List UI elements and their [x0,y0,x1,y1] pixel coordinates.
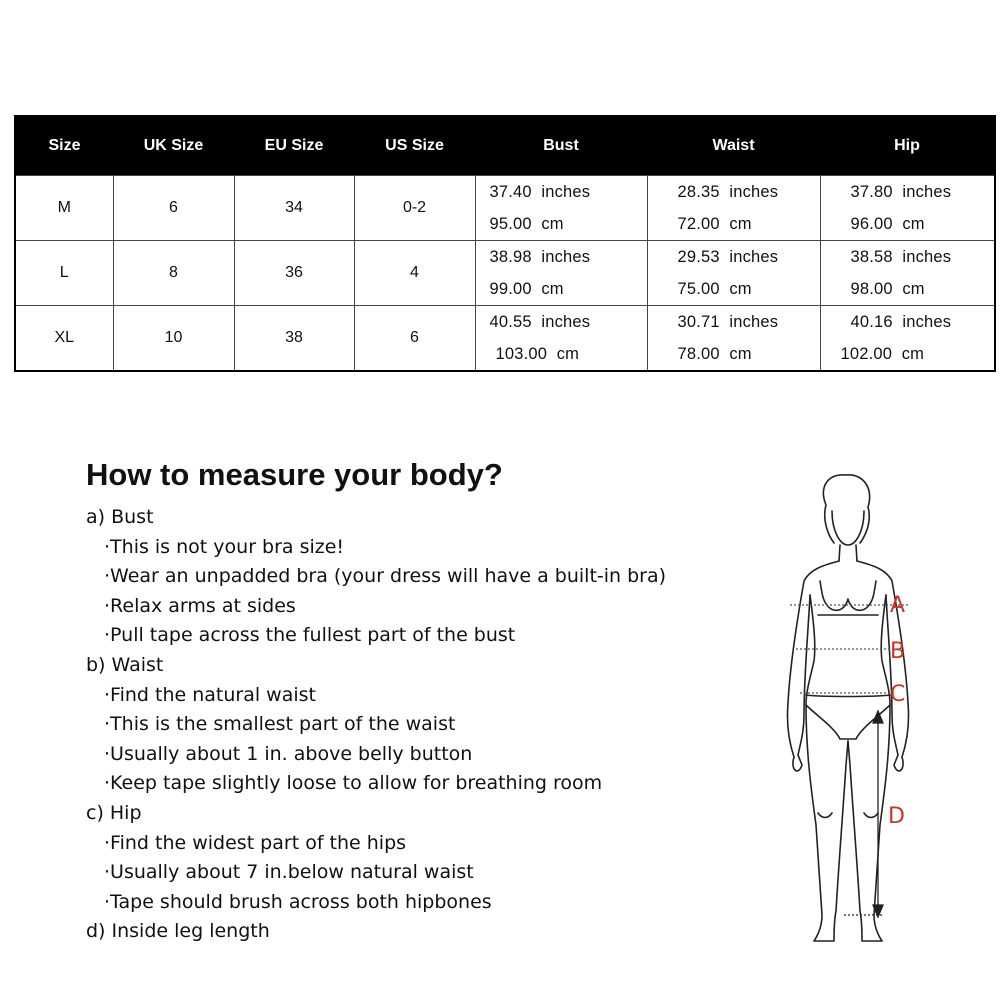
hip-cm: 102.00 cm [840,345,925,363]
cell-hip [820,176,995,241]
bust-cm: 99.00 cm [489,280,564,298]
cell-eu: 38 [234,306,354,372]
cell-us: 6 [354,306,475,372]
cell-uk: 10 [113,306,234,372]
table-row [15,306,995,372]
bust-inches: 40.55 inches [489,313,591,331]
waist-cm: 72.00 cm [677,215,752,233]
cell-us: 0-2 [354,176,475,241]
guide-item: ·Pull tape across the fullest part of the bust [104,624,516,647]
section-heading-waist: b) Waist [86,653,164,676]
table-row [15,241,995,306]
guide-item: ·Usually about 7 in.below natural waist [104,861,474,884]
bust-cm: 95.00 cm [489,215,564,233]
cell-size: L [15,241,113,306]
guide-item: ·Relax arms at sides [104,594,296,617]
header-us-size: US Size [354,116,475,176]
cell-uk: 8 [113,241,234,306]
body-measurement-figure [760,465,950,955]
bust-inches: 37.40 inches [489,183,591,201]
hip-cm: 96.00 cm [850,215,925,233]
header-hip: Hip [820,116,995,176]
section-heading-inside-leg: d) Inside leg length [86,920,270,943]
guide-item: ·This is the smallest part of the waist [104,713,456,736]
guide-item: ·Keep tape slightly loose to allow for breathing room [104,772,603,795]
cell-bust [475,241,647,306]
bust-inches: 38.98 inches [489,248,591,266]
header-uk-size: UK Size [113,116,234,176]
hip-inches: 37.80 inches [850,183,952,201]
header-waist: Waist [647,116,820,176]
cell-bust [475,306,647,372]
section-heading-bust: a) Bust [86,506,154,528]
label-d: D [888,804,905,829]
cell-size: M [15,176,113,241]
cell-eu: 34 [234,176,354,241]
bust-cm: 103.00 cm [495,345,580,363]
section-heading-hip: c) Hip [86,801,142,824]
waist-inches: 30.71 inches [677,313,779,331]
cell-uk: 6 [113,176,234,241]
waist-inches: 29.53 inches [677,248,779,266]
cell-waist [647,176,820,241]
cell-waist [647,241,820,306]
hip-inches: 38.58 inches [850,248,952,266]
table-row [15,176,995,241]
cell-hip [820,306,995,372]
label-a: A [890,593,906,618]
header-eu-size: EU Size [234,116,354,176]
size-chart-table [14,115,996,372]
cell-us: 4 [354,241,475,306]
label-b: B [890,639,906,664]
header-size: Size [15,116,113,176]
guide-item: ·Find the widest part of the hips [104,831,407,854]
guide-title: How to measure your body? [86,457,503,492]
waist-inches: 28.35 inches [677,183,779,201]
cell-bust [475,176,647,241]
waist-cm: 78.00 cm [677,345,752,363]
guide-item: ·Find the natural waist [104,683,316,706]
cell-waist [647,306,820,372]
label-c: C [890,682,906,707]
header-bust: Bust [475,116,647,176]
hip-cm: 98.00 cm [850,280,925,298]
table-header-row [15,116,995,176]
cell-size: XL [15,306,113,372]
hip-inches: 40.16 inches [850,313,952,331]
guide-item: ·Tape should brush across both hipbones [104,890,492,913]
waist-cm: 75.00 cm [677,280,752,298]
cell-hip [820,241,995,306]
guide-item: ·This is not your bra size! [104,535,345,558]
body-outline [787,475,908,941]
measurement-guide [86,455,766,947]
guide-item: ·Wear an unpadded bra (your dress will have a built-in bra) [104,565,667,588]
cell-eu: 36 [234,241,354,306]
guide-item: ·Usually about 1 in. above belly button [104,742,473,765]
